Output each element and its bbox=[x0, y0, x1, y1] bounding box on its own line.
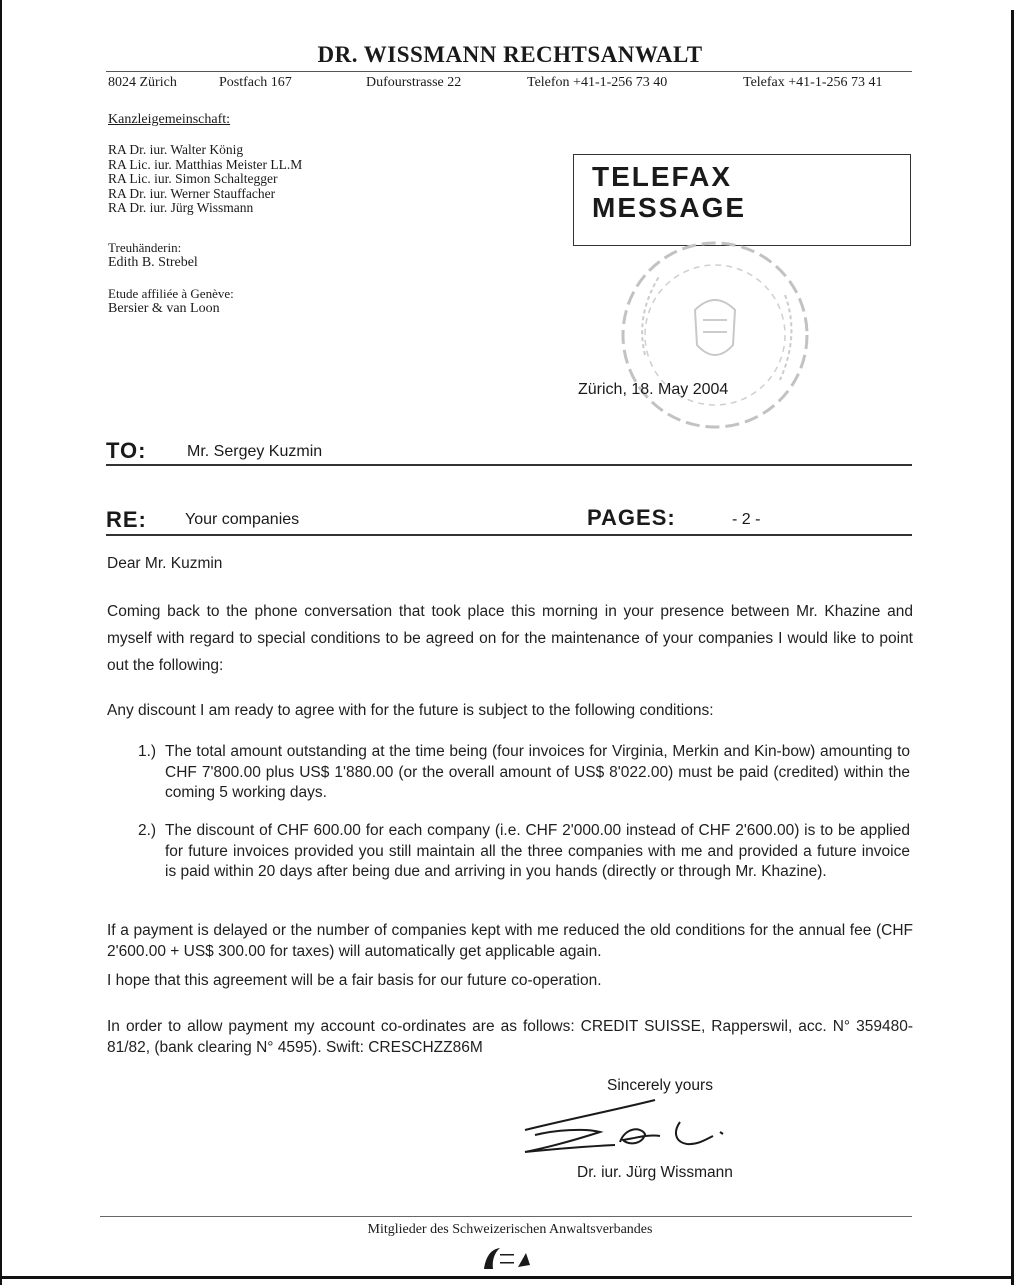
partner-item: RA Dr. iur. Walter König bbox=[108, 142, 244, 157]
partner-item: RA Dr. iur. Werner Stauffacher bbox=[108, 185, 276, 201]
partner-item: RA Lic. iur. Matthias Meister LL.M bbox=[108, 156, 303, 172]
partnership-label: Kanzleigemeinschaft: bbox=[108, 112, 231, 127]
body-paragraph: I hope that this agreement will be a fair basis for our future co-operation. bbox=[107, 972, 602, 989]
signer-name: Dr. iur. Jürg Wissmann bbox=[577, 1164, 733, 1181]
address-phone: Telefon +41-1-256 73 40 bbox=[527, 75, 668, 90]
body-paragraph: Any discount I am ready to agree with for the future is subject to the following conditions: bbox=[107, 702, 714, 719]
re-rule bbox=[106, 534, 912, 536]
recipient-name: Mr. Sergey Kuzmin bbox=[187, 443, 323, 460]
partner-item: RA Dr. iur. Jürg Wissmann bbox=[108, 200, 254, 215]
eu-lex-logo-icon bbox=[478, 1245, 536, 1273]
body-paragraph: Coming back to the phone conversation that took place this morning in your presence between Mr. Khazine and myself with regard to special conditions to be agreed on for the maintenance of your companies I would like to point out the following: bbox=[107, 603, 913, 674]
body-paragraph: If a payment is delayed or the number of companies kept with me reduced the old conditions for the annual fee (CHF 2'600.00 + US$ 300.00 for taxes) will automatically get applicable again. bbox=[107, 922, 913, 960]
affiliate-label: Etude affiliée à Genève: bbox=[108, 286, 234, 301]
telefax-box bbox=[573, 154, 911, 246]
salutation: Dear Mr. Kuzmin bbox=[107, 555, 223, 572]
signature-icon bbox=[505, 1090, 745, 1170]
page-edge-right bbox=[1011, 10, 1014, 1285]
address-fax: Telefax +41-1-256 73 41 bbox=[743, 75, 883, 90]
address-postbox: Postfach 167 bbox=[219, 75, 292, 90]
trustee-name: Edith B. Strebel bbox=[108, 255, 198, 270]
round-stamp-icon bbox=[615, 235, 815, 435]
to-label: TO: bbox=[106, 438, 147, 463]
closing: Sincerely yours bbox=[607, 1077, 713, 1094]
to-rule bbox=[106, 464, 912, 466]
telefax-title: TELEFAX bbox=[592, 161, 733, 192]
address-city: 8024 Zürich bbox=[108, 75, 177, 90]
footer-text: Mitglieder des Schweizerischen Anwaltsverbandes bbox=[367, 1222, 653, 1237]
condition-number: 2.) bbox=[138, 822, 157, 839]
letterhead-rule bbox=[106, 71, 912, 72]
page-edge-bottom bbox=[0, 1276, 1014, 1279]
condition-text: The total amount outstanding at the time being (four invoices for Virginia, Merkin and Kin-bow) amounting to CHF 7'800.00 plus US$ 1'880.00 (or the overall amount of US$ 8'022.00) must be paid (credited) within the coming 5 working days. bbox=[165, 743, 910, 801]
condition-number: 1.) bbox=[138, 743, 157, 760]
condition-text: The discount of CHF 600.00 for each company (i.e. CHF 2'000.00 instead of CHF 2'600.00) is to be applied for future invoices provided you still maintain all the three companies with me and provided a future invoice is paid within 20 days after being due and arriving in you hands (directly or through Mr. Khazine). bbox=[165, 822, 910, 880]
partners-list bbox=[108, 143, 302, 216]
trustee-label: Treuhänderin: bbox=[108, 240, 182, 255]
subject-value: Your companies bbox=[185, 511, 300, 528]
pages-value: - 2 - bbox=[732, 511, 761, 528]
message-title: MESSAGE bbox=[592, 192, 747, 223]
firm-name: DR. WISSMANN RECHTSANWALT bbox=[317, 42, 703, 67]
affiliate-name: Bersier & van Loon bbox=[108, 301, 220, 316]
address-street: Dufourstrasse 22 bbox=[366, 75, 462, 90]
partner-item: RA Lic. iur. Simon Schaltegger bbox=[108, 171, 278, 186]
footer-rule bbox=[100, 1216, 912, 1217]
page-edge-left bbox=[0, 0, 2, 1285]
bank-details-paragraph: In order to allow payment my account co-ordinates are as follows: CREDIT SUISSE, Rapperswil, acc. N° 359480-81/82, (bank clearing N° 4595). Swift: CRESCHZZ86M bbox=[107, 1018, 913, 1056]
letter-date: Zürich, 18. May 2004 bbox=[578, 381, 729, 398]
pages-label: PAGES: bbox=[587, 505, 676, 530]
re-label: RE: bbox=[106, 507, 147, 532]
